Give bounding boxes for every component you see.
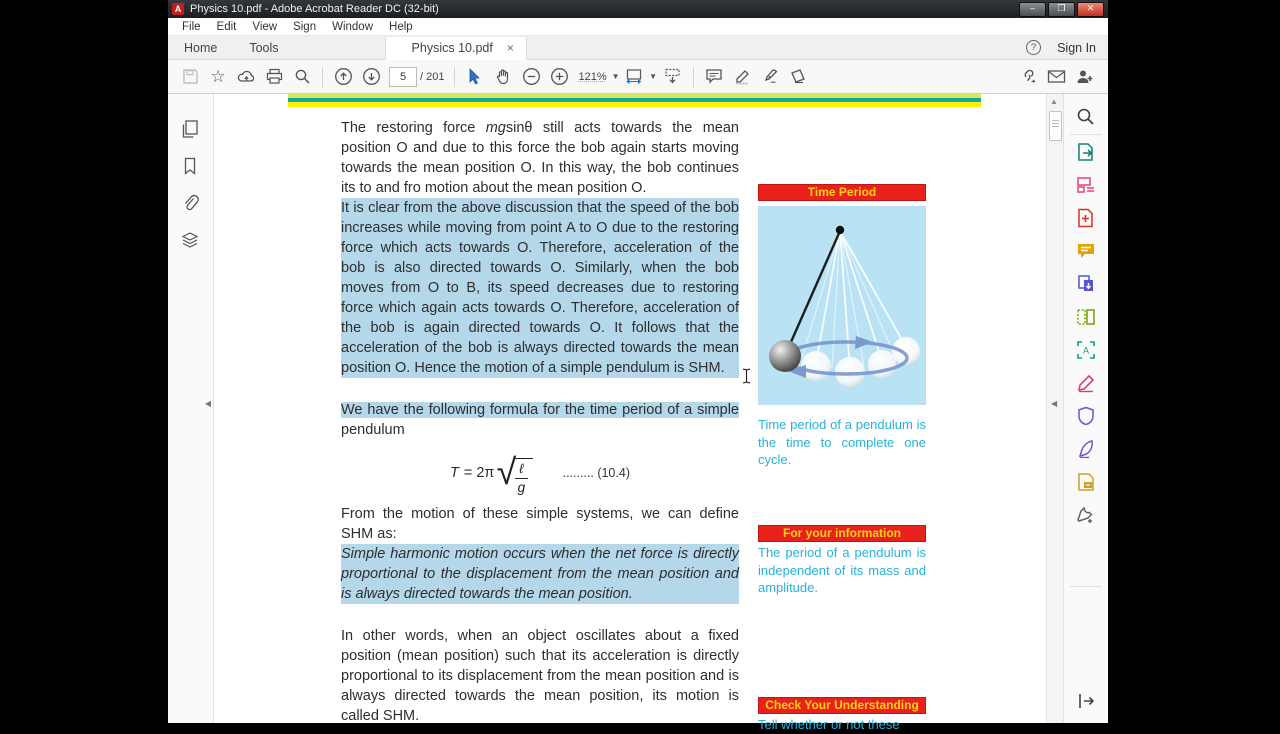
menu-sign[interactable]: Sign: [293, 20, 317, 33]
share-with-people-icon[interactable]: [1070, 64, 1098, 90]
pdf-page[interactable]: [214, 94, 1046, 732]
window-title: Physics 10.pdf - Adobe Acrobat Reader DC (32-bit): [190, 3, 439, 15]
menu-file[interactable]: File: [182, 20, 201, 33]
create-pdf-icon[interactable]: [1075, 207, 1097, 229]
export-pdf-icon[interactable]: [1075, 141, 1097, 163]
email-icon[interactable]: [1042, 64, 1070, 90]
vertical-scrollbar[interactable]: [1046, 94, 1063, 723]
text-cursor-ibeam: [742, 368, 751, 389]
print-icon[interactable]: [260, 64, 288, 90]
page-number-input[interactable]: [389, 67, 417, 87]
fill-sign-pen-icon[interactable]: [756, 64, 784, 90]
certificates-quill-icon[interactable]: [1075, 438, 1097, 460]
highlighter-icon[interactable]: [728, 64, 756, 90]
tools-pane-rail: [1063, 94, 1108, 723]
zoom-level-value: 121%: [578, 70, 607, 83]
left-navigation-rail: [168, 94, 214, 723]
collapse-left-pane-icon[interactable]: ◀: [204, 399, 211, 408]
zoom-in-icon[interactable]: [545, 64, 573, 90]
select-tool-icon[interactable]: [461, 64, 489, 90]
zoom-out-icon[interactable]: [517, 64, 545, 90]
check-your-understanding-text: Tell whether or not these: [758, 717, 900, 732]
page-thumbnails-icon[interactable]: [180, 119, 200, 139]
acrobat-window: [168, 0, 1108, 732]
edit-pdf-icon[interactable]: [1075, 174, 1097, 196]
page-total-label: / 201: [420, 70, 445, 83]
tab-document[interactable]: [385, 37, 527, 60]
next-page-icon[interactable]: [357, 64, 385, 90]
pendulum-figure: [758, 206, 926, 405]
close-button[interactable]: ✕: [1077, 2, 1104, 17]
sign-in-button[interactable]: Sign In: [1057, 40, 1096, 55]
menu-bar: [168, 18, 1108, 36]
menu-window[interactable]: Window: [332, 20, 374, 33]
layers-icon[interactable]: [180, 230, 200, 250]
search-tools-icon[interactable]: [1075, 106, 1097, 128]
main-toolbar: [168, 60, 1108, 94]
chapter-header-stripes: [288, 94, 981, 107]
check-your-understanding-banner: Check Your Understanding: [758, 697, 926, 714]
for-your-information-banner: For your information: [758, 525, 926, 542]
paragraph-formula-intro[interactable]: We have the following formula for the time period of a simple pendulum: [341, 402, 739, 438]
formula-numerator: ℓ: [515, 461, 527, 479]
stamp-tools-icon[interactable]: [784, 64, 812, 90]
comment-tool-icon[interactable]: [1075, 240, 1097, 262]
open-tools-pane-icon[interactable]: [1075, 690, 1097, 712]
page-scrolling-icon[interactable]: [659, 64, 687, 90]
menu-help[interactable]: Help: [389, 20, 413, 33]
paragraph-shm-definition[interactable]: Simple harmonic motion occurs when the net force is directly proportional to the displacement from the mean position and is always directed towards the mean position.: [341, 546, 739, 602]
scrollbar-thumb[interactable]: [1049, 111, 1062, 141]
main-text-column[interactable]: [341, 118, 739, 726]
scan-ocr-icon[interactable]: [1075, 339, 1097, 361]
minimize-button[interactable]: –: [1019, 2, 1046, 17]
zoom-caret-icon: ▼: [611, 72, 620, 81]
title-bar: [168, 0, 1108, 18]
tab-close-icon[interactable]: ×: [506, 41, 514, 55]
for-your-information-text: The period of a pendulum is independent of its mass and amplitude.: [758, 545, 926, 595]
share-link-icon[interactable]: [1014, 64, 1042, 90]
more-tools-icon[interactable]: [1075, 504, 1097, 526]
tab-home[interactable]: Home: [184, 40, 218, 55]
previous-page-icon[interactable]: [329, 64, 357, 90]
tab-bar: [168, 36, 1108, 60]
formula-equals: = 2π: [463, 465, 495, 481]
scroll-up-icon[interactable]: ▲: [1050, 97, 1058, 106]
time-period-banner: Time Period: [758, 184, 926, 201]
paragraph-in-other-words[interactable]: In other words, when an object oscillates about a fixed position (mean position) such that its acceleration is directly proportional to its displacement from the mean position and is always directed towards the mean position, its motion is called SHM.: [341, 628, 739, 724]
formula-reference: ......... (10.4): [562, 466, 630, 480]
favorites-star-icon[interactable]: ☆: [210, 67, 226, 86]
attachments-icon[interactable]: [180, 193, 200, 213]
formula-denominator: g: [517, 480, 526, 495]
bookmarks-icon[interactable]: [180, 156, 200, 176]
svg-text:A: A: [1082, 345, 1090, 356]
save-icon[interactable]: [176, 64, 204, 90]
formula-radical: √ ℓ g: [496, 450, 532, 495]
restore-button[interactable]: ❐: [1048, 2, 1075, 17]
zoom-level-dropdown[interactable]: [573, 68, 624, 86]
paragraph-define-shm[interactable]: From the motion of these simple systems, we can define SHM as:: [341, 506, 739, 542]
protect-icon[interactable]: [1075, 405, 1097, 427]
combine-files-icon[interactable]: [1075, 273, 1097, 295]
collapse-right-pane-icon[interactable]: ◀: [1051, 399, 1058, 408]
help-icon[interactable]: ?: [1026, 40, 1041, 55]
hand-tool-icon[interactable]: [489, 64, 517, 90]
paragraph-restoring-force[interactable]: The restoring force mgsinθ still acts towards the mean position O and due to this force the bob again starts moving towards the mean position O. In this way, the bob continues its to and fro motion about the mean position O.: [341, 120, 739, 196]
organize-pages-icon[interactable]: [1075, 306, 1097, 328]
time-period-caption: Time period of a pendulum is the time to complete one cycle.: [758, 417, 926, 467]
comment-bubble-icon[interactable]: [700, 64, 728, 90]
formula-lhs: T: [450, 465, 459, 481]
paragraph-selected-acceleration[interactable]: It is clear from the above discussion that the speed of the bob increases while moving from point A to O due to the restoring force which acts towards O. Therefore, acceleration of the bob is also directed towards O. Similarly, when the bob moves from O to B, its speed decreases due to restoring force which again acts towards O. Therefore, acceleration of the bob is again directed towards O. It follows that the acceleration of the bob is always directed towards the mean position O. Hence the motion of a simple pendulum is SHM.: [341, 200, 739, 376]
cloud-upload-icon[interactable]: [232, 64, 260, 90]
tab-document-label: Physics 10.pdf: [411, 41, 493, 55]
fill-sign-tool-icon[interactable]: [1075, 372, 1097, 394]
search-icon[interactable]: [288, 64, 316, 90]
acrobat-app-icon: A: [172, 3, 184, 15]
tab-tools[interactable]: Tools: [249, 40, 279, 55]
menu-edit[interactable]: Edit: [216, 20, 237, 33]
menu-view[interactable]: View: [252, 20, 278, 33]
content-area: [168, 94, 1108, 732]
formula-10-4: [341, 448, 739, 498]
stamp-doc-icon[interactable]: [1075, 471, 1097, 493]
fit-width-icon[interactable]: ▼: [625, 64, 659, 90]
